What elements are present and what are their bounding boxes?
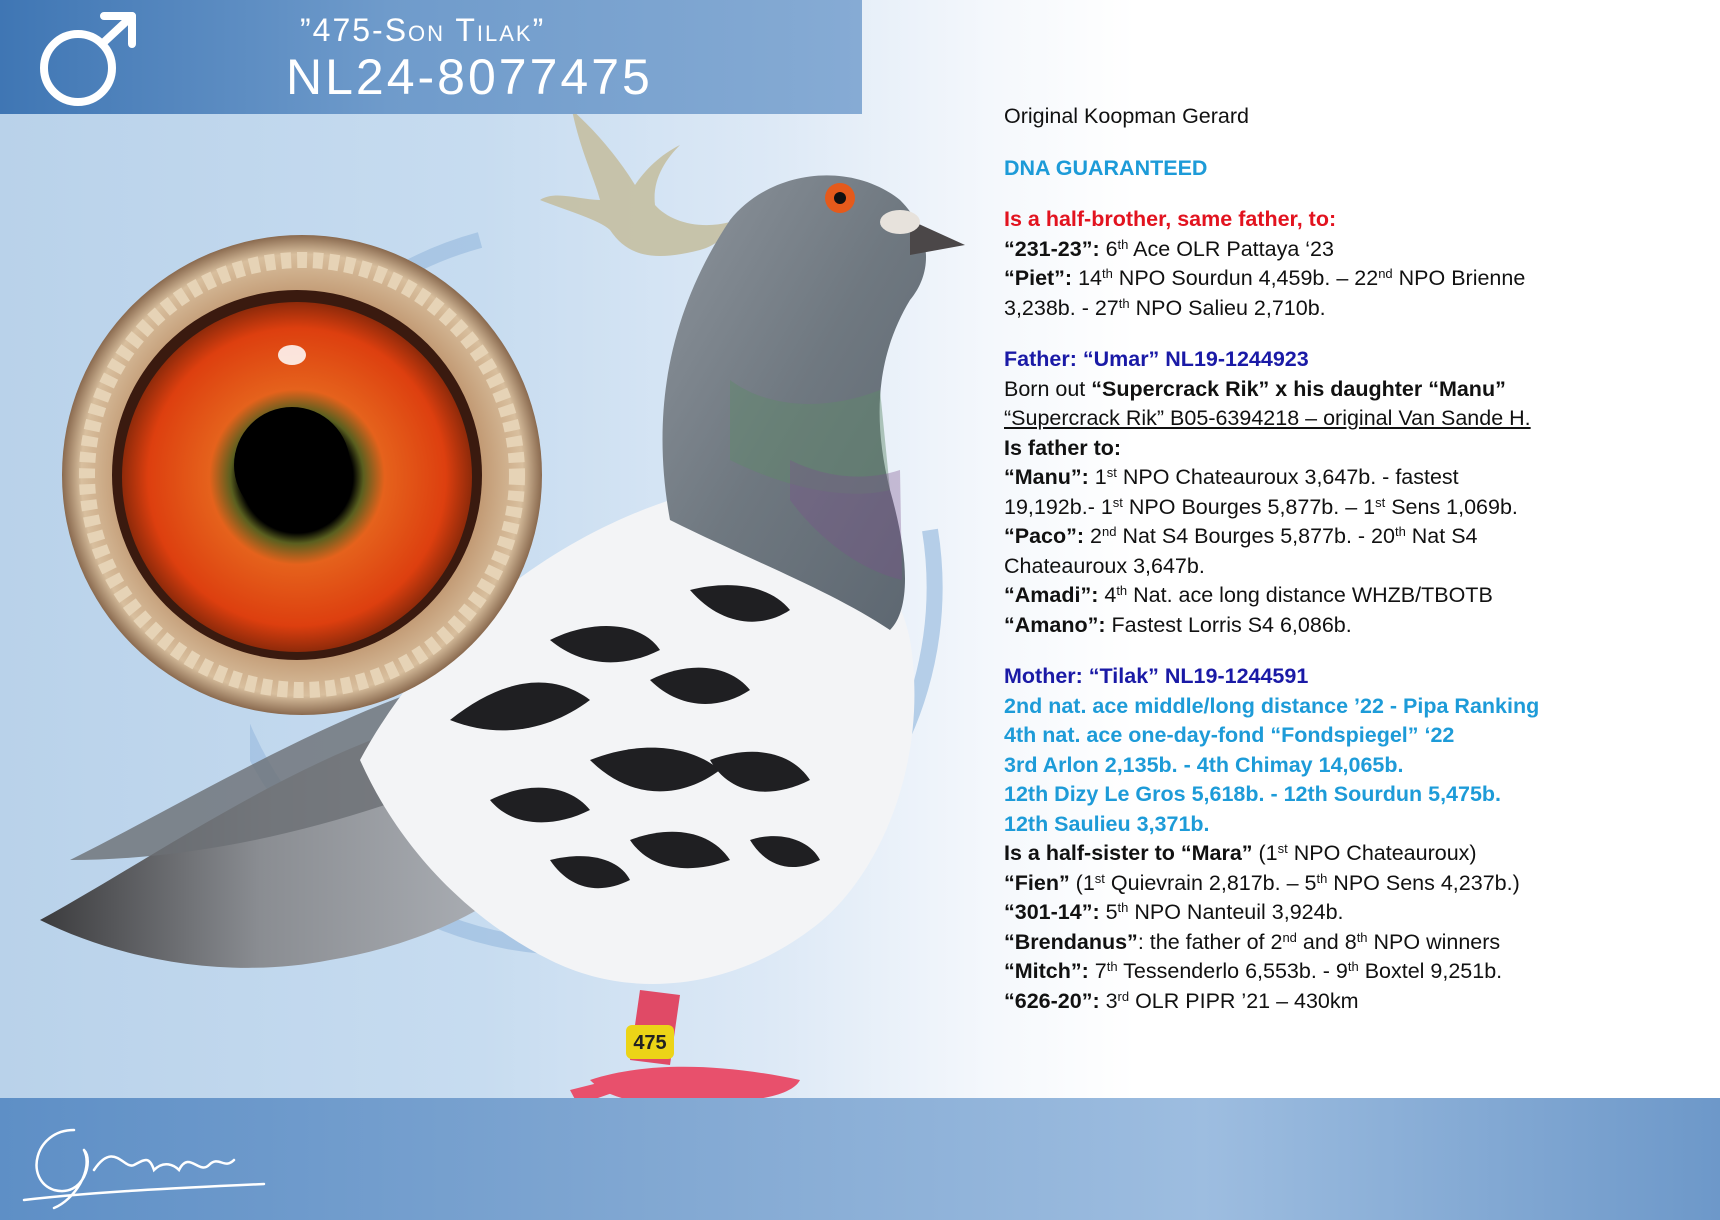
father-heading: Father: “Umar” NL19-1244923 [1004,347,1309,371]
origin-line: Original Koopman Gerard [1004,104,1249,128]
child-amano: “Amano”: Fastest Lorris S4 6,086b. [1004,612,1352,637]
half-brother-heading: Is a half-brother, same father, to: [1004,207,1337,231]
relative-fien: “Fien” (1st Quievrain 2,817b. – 5th NPO Sens 4,237b.) [1004,870,1520,895]
sibling-231-23: “231-23”: 6th Ace OLR Pattaya ‘23 [1004,236,1334,261]
ring-number: NL24-8077475 [286,49,653,105]
pigeon-nickname: ”475-Son Tilak” [300,12,546,48]
father-origin: “Supercrack Rik” B05-6394218 – original Van Sande H. [1004,406,1531,430]
eye-closeup-photo [52,225,552,725]
male-symbol-icon [32,6,144,114]
pedigree-text [1004,102,1714,1016]
child-paco-cont: Chateauroux 3,647b. [1004,553,1205,578]
child-paco: “Paco”: 2nd Nat S4 Bourges 5,877b. - 20th Nat S4 [1004,524,1478,548]
child-manu: “Manu”: 1st NPO Chateauroux 3,647b. - fastest [1004,465,1459,489]
sibling-piet-cont: 3,238b. - 27th NPO Salieu 2,710b. [1004,295,1326,320]
header-band [0,0,862,114]
relative-301-14: “301-14”: 5th NPO Nanteuil 3,924b. [1004,900,1344,924]
mother-result-2: 4th nat. ace one-day-fond “Fondspiegel” ‘22 [1004,723,1455,747]
mother-result-3: 3rd Arlon 2,135b. - 4th Chimay 14,065b. [1004,752,1404,777]
relative-brendanus: “Brendanus”: the father of 2nd and 8th NPO winners [1004,929,1501,954]
leg-ring-label: 475 [633,1032,667,1054]
mother-result-5: 12th Saulieu 3,371b. [1004,811,1210,836]
dna-guaranteed: DNA GUARANTEED [1004,155,1208,180]
half-sister-line: Is a half-sister to “Mara” (1st NPO Chateauroux) [1004,841,1477,865]
child-amadi: “Amadi”: 4th Nat. ace long distance WHZB/TBOTB [1004,583,1493,607]
child-manu-cont: 19,192b.- 1st NPO Bourges 5,877b. – 1st Sens 1,069b. [1004,494,1518,519]
sibling-piet: “Piet”: 14th NPO Sourdun 4,459b. – 22nd NPO Brienne [1004,266,1526,290]
mother-heading: Mother: “Tilak” NL19-1244591 [1004,664,1309,688]
mother-result-1: 2nd nat. ace middle/long distance ’22 - Pipa Ranking [1004,693,1540,718]
signature-logo [14,1110,274,1210]
father-of-heading: Is father to: [1004,435,1122,460]
mother-result-4: 12th Dizy Le Gros 5,618b. - 12th Sourdun 5,475b. [1004,782,1502,806]
relative-mitch: “Mitch”: 7th Tessenderlo 6,553b. - 9th Boxtel 9,251b. [1004,959,1503,983]
father-born-out: Born out “Supercrack Rik” x his daughter “Manu” [1004,376,1506,401]
relative-626-20: “626-20”: 3rd OLR PIPR ’21 – 430km [1004,988,1359,1013]
